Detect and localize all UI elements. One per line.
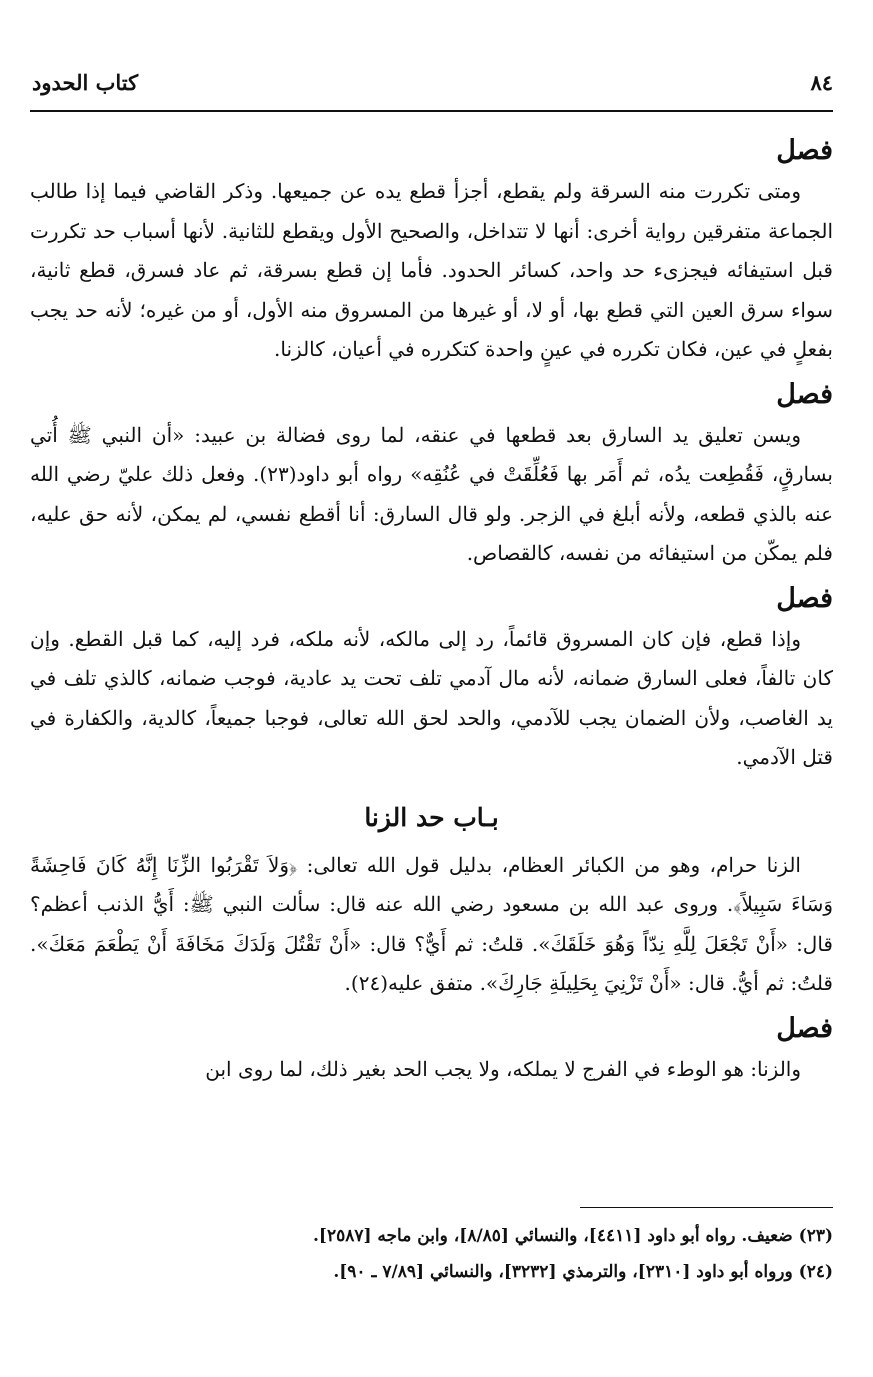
footnote-rule [580,1207,833,1208]
page-header [32,62,833,102]
footnotes [30,1218,833,1290]
chapter-paragraph: الزنا حرام، وهو من الكبائر العظام، بدليل قول الله تعالى: ﴿وَلاَ تَقْرَبُوا الزِّنَا إِنَّهُ كَانَ فَاحِشَةً وَسَاءَ سَبِيلاً﴾. وروى عبد الله بن مسعود رضي الله عنه قال: سألت النبي ﷺ: أَيُّ الذنب أعظم؟ قال: «أَنْ تَجْعَلَ لِلَّهِ نِدّاً وَهُوَ خَلَقَكَ». قلتُ: ثم أَيٌّ؟ قال: «أَنْ تَقْتُلَ وَلَدَكَ مَخَافَةَ أَنْ يَطْعَمَ مَعَكَ». قلتُ: ثم أيُّ. قال: «أَنْ تَزْنِيَ بِحَلِيلَةِ جَارِكَ». متفق عليه(٢٤). [30,852,833,995]
page-number: ٨٤ [810,69,833,95]
section-paragraph: ومتى تكررت منه السرقة ولم يقطع، أجزأ قطع يده عن جميعها. وذكر القاضي فيما إذا طالب الجماعة متفرقين رواية أخرى: أنها لا تتداخل، والصحيح الأول ويقطع للثانية. لأنها أسباب حد تكررت قبل استيفائه فيجزىء حد واحد، كسائر الحدود. فأما إن قطع بسرقة، ثم عاد فسرق، قطع ثانية، سواء سرق العين التي قطع بها، أو لا، أو غيرها من المسروق منه الأول، أو من غيره؛ لأنه حد يجب بفعلٍ في عين، فكان تكرره في عينٍ واحدة كتكرره في أعيان، كالزنا. [30,179,833,361]
section-heading: فصل [776,135,833,166]
chapter-title: بـاب حد الزنا [364,802,499,832]
section-paragraph: والزنا: هو الوطء في الفرج لا يملكه، ولا يجب الحد بغير ذلك، لما روى ابن [205,1056,801,1081]
book-title: كتاب الحدود [32,69,139,95]
section-heading: فصل [776,1012,833,1044]
section-paragraph: ويسن تعليق يد السارق بعد قطعها في عنقه، لما روى فضالة بن عبيد: «أن النبي ﷺ أُتي بسارقٍ، فَقُطِعت يدُه، ثم أَمَر بها فَعُلِّقَتْ في عُنُقِه» رواه أبو داود(٢٣). وفعل ذلك عليّ رضي الله عنه بالذي قطعه، ولأنه أبلغ في الزجر. ولو قال السارق: أنا أقطع نفسي، لم يمكن، لأنه حق عليه، فلم يمكّن من استيفائه من نفسه، كالقصاص. [30,422,833,565]
section-paragraph: وإذا قطع، فإن كان المسروق قائماً، رد إلى مالكه، لأنه ملكه، فرد إليه، كما قبل القطع. وإن كان تالفاً، فعلى السارق ضمانه، لأنه مال آدمي تلف تحت يد عادية، فوجب ضمانه، كالذي تلف في يد الغاصب، ولأن الضمان يجب للآدمي، والحد لحق الله تعالى، فوجبا جميعاً، كالدية، والكفارة في قتل الآدمي. [30,626,833,769]
footnote: (٢٤) ورواه أبو داود [٢٣١٠]، والترمذي [٣٢٣٢]، والنسائي [٧/٨٩ ـ ٩٠]. [333,1262,833,1282]
header-rule [30,110,833,112]
footnote: (٢٣) ضعيف. رواه أبو داود [٤٤١١]، والنسائي [٨/٨٥]، وابن ماجه [٢٥٨٧]. [312,1226,833,1246]
section-heading: فصل [776,582,833,614]
section-heading: فصل [776,378,833,410]
page-body [30,130,833,1093]
